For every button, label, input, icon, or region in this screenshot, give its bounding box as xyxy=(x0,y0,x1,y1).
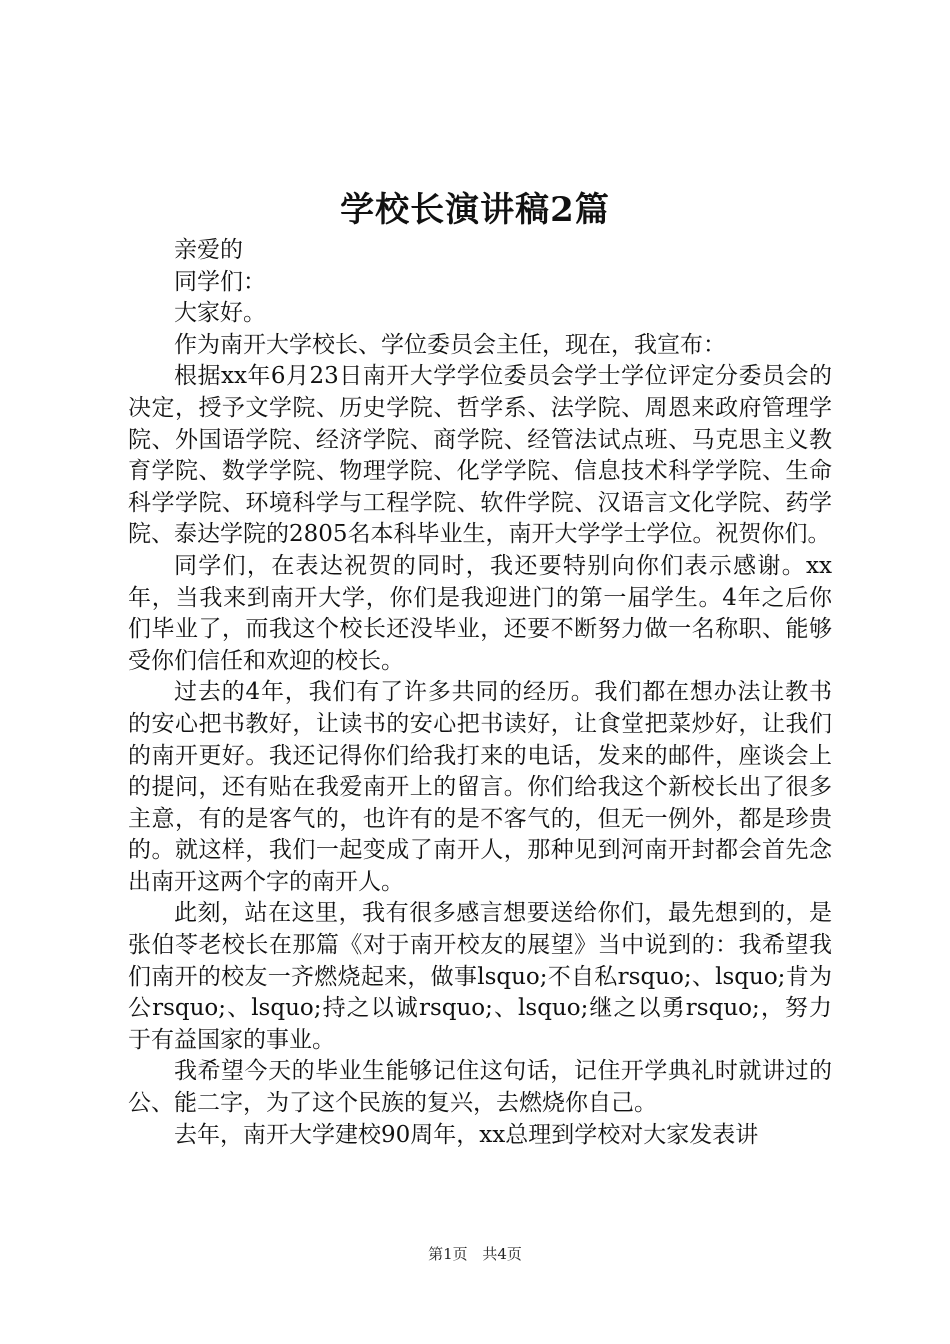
document-body xyxy=(128,235,832,1151)
paragraph-quote: 此刻，站在这里，我有很多感言想要送给你们，最先想到的，是张伯苓老校长在那篇《对于南开校友的展望》当中说到的：我希望我们南开的校友一齐燃烧起来，做事lsquo;不自私rsquo;、lsquo;肯为公rsquo;、lsquo;持之以诚rsquo;、lsquo;继之以勇rsquo;，努力于有益国家的事业。 xyxy=(128,900,832,1053)
paragraph-hope: 我希望今天的毕业生能够记住这句话，记住开学典礼时就讲过的公、能二字，为了这个民族的复兴，去燃烧你自己。 xyxy=(128,1058,832,1117)
paragraph-last-year: 去年，南开大学建校90周年，xx总理到学校对大家发表讲 xyxy=(174,1121,759,1148)
page-footer xyxy=(0,1243,950,1264)
paragraph-four-years: 过去的4年，我们有了许多共同的经历。我们都在想办法让教书的安心把书教好，让读书的安心把书读好，让食堂把菜炒好，让我们的南开更好。我还记得你们给我打来的电话，发来的邮件，座谈会上的提问，还有贴在我爱南开上的留言。你们给我这个新校长出了很多主意，有的是客气的，也许有的是不客气的，但无一例外，都是珍贵的。就这样，我们一起变成了南开人，那种见到河南开封都会首先念出南开这两个字的南开人。 xyxy=(128,679,832,895)
paragraph-hello: 大家好。 xyxy=(174,300,266,327)
paragraph-thanks: 同学们，在表达祝贺的同时，我还要特别向你们表示感谢。xx年，当我来到南开大学，你们是我迎进门的第一届学生。4年之后你们毕业了，而我这个校长还没毕业，还要不断努力做一名称职、能够受你们信任和欢迎的校长。 xyxy=(128,552,832,674)
paragraph-announcement: 作为南开大学校长、学位委员会主任，现在，我宣布： xyxy=(174,331,726,358)
paragraph-salutation: 同学们： xyxy=(174,268,266,295)
page-total: 共4页 xyxy=(482,1245,522,1263)
document-title: 学校长演讲稿2篇 xyxy=(340,190,610,230)
page-number: 第1页 xyxy=(428,1245,468,1263)
paragraph-greeting: 亲爱的 xyxy=(174,237,243,263)
paragraph-degree-conferral: 根据xx年6月23日南开大学学位委员会学士学位评定分委员会的决定，授予文学院、历史学院、哲学系、法学院、周恩来政府管理学院、外国语学院、经济学院、商学院、经管法试点班、马克思主义教育学院、数学学院、物理学院、化学学院、信息技术科学学院、生命科学学院、环境科学与工程学院、软件学院、汉语言文化学院、药学院、泰达学院的2805名本科毕业生，南开大学学士学位。祝贺你们。 xyxy=(128,363,832,548)
